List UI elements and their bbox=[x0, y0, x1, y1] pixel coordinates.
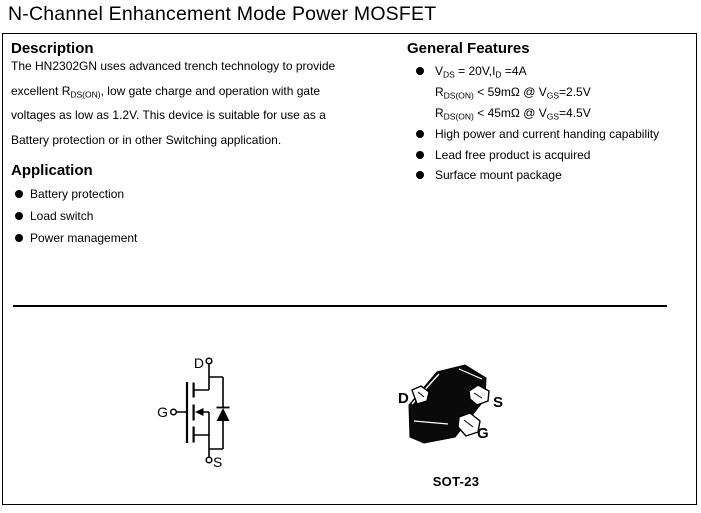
bullet-icon bbox=[15, 190, 23, 198]
application-list bbox=[11, 183, 137, 249]
text-segment: =4.5V bbox=[559, 105, 591, 120]
description-heading: Description bbox=[11, 40, 94, 57]
bullet-icon bbox=[416, 151, 424, 159]
feature-item bbox=[404, 123, 696, 144]
page-title: N-Channel Enhancement Mode Power MOSFET bbox=[8, 3, 437, 25]
text-segment: = 20V,I bbox=[454, 64, 496, 79]
gate-terminal bbox=[171, 409, 177, 415]
text-segment: Lead free product is acquired bbox=[435, 147, 591, 162]
subscript-text: DS(ON) bbox=[443, 111, 474, 122]
application-item-label: Power management bbox=[30, 231, 138, 245]
body-arrow-icon bbox=[195, 408, 204, 416]
text-segment: , low gate charge and operation with gate bbox=[100, 83, 321, 98]
schematic-drain-label: D bbox=[193, 355, 204, 371]
application-item bbox=[11, 183, 137, 205]
feature-item bbox=[404, 82, 696, 103]
package-caption: SOT-23 bbox=[432, 474, 480, 489]
bullet-icon bbox=[416, 67, 424, 75]
feature-item-text bbox=[435, 168, 562, 182]
subscript-text: GS bbox=[546, 90, 560, 101]
text-segment: The HN2302GN uses advanced trench technology to provide bbox=[11, 59, 336, 73]
subscript-text: DS bbox=[443, 69, 455, 80]
subscript-text: DS(ON) bbox=[443, 90, 474, 101]
text-segment: =2.5V bbox=[559, 85, 591, 100]
feature-item bbox=[404, 144, 696, 165]
text-segment: R bbox=[435, 85, 444, 100]
schematic-source-label: S bbox=[213, 454, 223, 470]
feature-item bbox=[404, 165, 696, 186]
bullet-icon bbox=[416, 171, 424, 179]
package-pin-g-label: G bbox=[477, 425, 489, 442]
text-segment: High power and current handing capability bbox=[435, 126, 660, 141]
body-diode-icon bbox=[217, 408, 230, 421]
application-item bbox=[11, 205, 137, 227]
application-item bbox=[11, 227, 137, 249]
text-segment: < 45mΩ @ V bbox=[473, 105, 547, 120]
mosfet-schematic-symbol bbox=[150, 348, 280, 473]
sot23-package-drawing bbox=[385, 362, 510, 447]
gate-and-channel bbox=[187, 382, 194, 443]
bullet-icon bbox=[416, 130, 424, 138]
package-pin-s-label: S bbox=[493, 394, 504, 411]
text-segment: V bbox=[435, 64, 444, 79]
description-paragraph bbox=[11, 54, 396, 152]
schematic-gate-label: G bbox=[157, 404, 168, 420]
text-segment: Surface mount package bbox=[435, 168, 562, 183]
application-item-label: Load switch bbox=[30, 209, 94, 223]
feature-item-text bbox=[435, 148, 590, 162]
subscript-text: D bbox=[495, 69, 502, 80]
bullet-icon bbox=[15, 234, 23, 242]
application-item-label: Battery protection bbox=[30, 187, 125, 201]
drain-terminal bbox=[206, 358, 212, 364]
subscript-text: DS(ON) bbox=[70, 89, 101, 99]
section-divider-line bbox=[13, 305, 667, 307]
features-heading: General Features bbox=[407, 40, 530, 57]
text-segment: < 59mΩ @ V bbox=[473, 85, 547, 100]
description-line bbox=[11, 103, 396, 128]
text-segment: R bbox=[435, 105, 444, 120]
subscript-text: GS bbox=[546, 111, 560, 122]
feature-item-text bbox=[435, 64, 527, 78]
feature-item-text bbox=[435, 127, 659, 141]
text-segment: excellent R bbox=[11, 83, 71, 98]
description-line bbox=[11, 128, 396, 153]
package-pin-d-label: D bbox=[398, 390, 409, 407]
source-terminal bbox=[206, 457, 212, 463]
text-segment: Battery protection or in other Switching application. bbox=[11, 132, 282, 147]
text-segment: =4A bbox=[501, 64, 527, 79]
text-segment: voltages as low as 1.2V. This device is suitable for use as a bbox=[11, 108, 326, 122]
feature-item bbox=[404, 61, 696, 82]
feature-item bbox=[404, 103, 696, 124]
bullet-icon bbox=[15, 212, 23, 220]
feature-item-text bbox=[435, 85, 591, 99]
feature-item-text bbox=[435, 106, 591, 120]
description-line bbox=[11, 54, 396, 79]
features-list bbox=[404, 61, 696, 186]
application-heading: Application bbox=[11, 162, 93, 179]
description-line bbox=[11, 79, 396, 104]
content-box bbox=[2, 33, 697, 505]
